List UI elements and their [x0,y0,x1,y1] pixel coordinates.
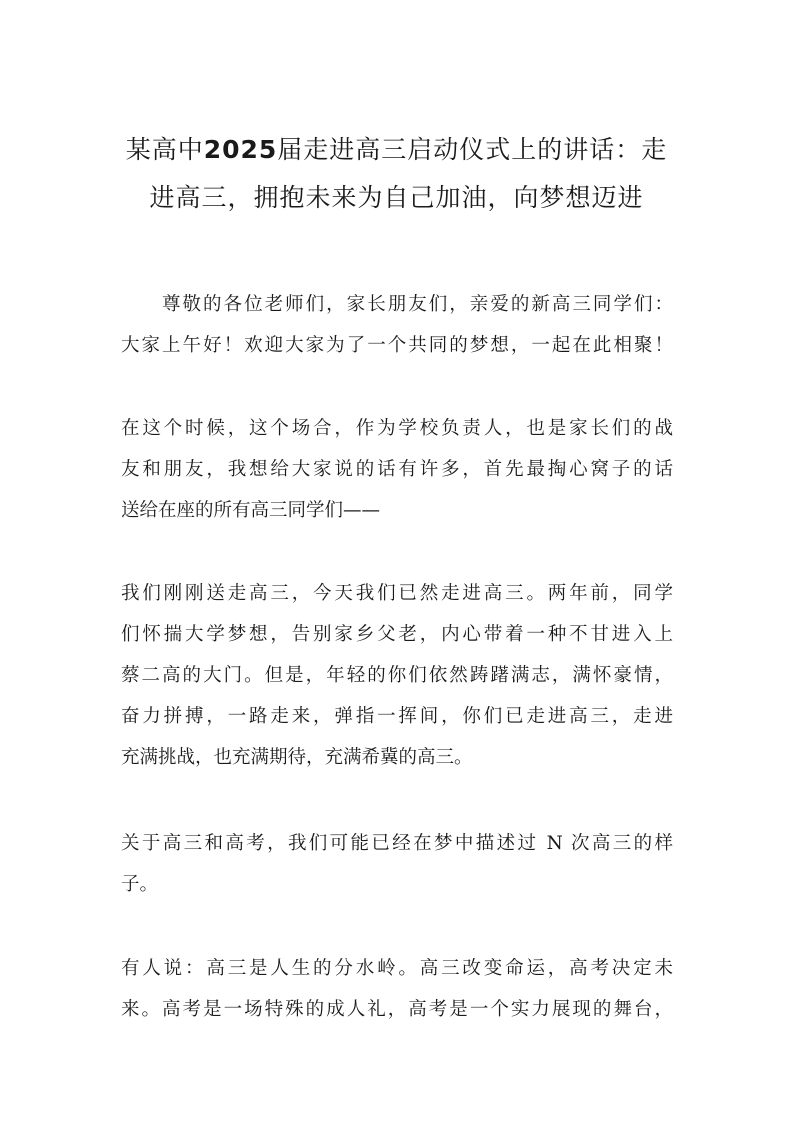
paragraph-5-line-2: 来。高考是一场特殊的成人礼，高考是一个实力展现的舞台， [121,999,673,1020]
paragraph-1-line-1: 尊敬的各位老师们，家长朋友们，亲爱的新高三同学们： [162,294,673,315]
paragraph-2-line-2: 友和朋友，我想给大家说的话有许多，首先最掏心窝子的话 [121,459,673,480]
paragraph-2-line-1: 在这个时候，这个场合，作为学校负责人，也是家长们的战 [121,418,673,439]
title-year: 2025 [203,135,278,164]
title-suffix: 届走进高三启动仪式上的讲话：走 [277,135,668,164]
document-title [110,126,683,222]
paragraph-4-line-1: 关于高三和高考，我们可能已经在梦中描述过 N 次高三的样 [121,833,673,854]
paragraph-4-line-2: 子。 [121,874,159,895]
title-prefix: 某高中 [125,135,204,164]
paragraph-3-line-2: 们怀揣大学梦想，告别家乡父老，内心带着一种不甘进入上 [121,624,673,645]
paragraph-3-line-3: 蔡二高的大门。但是，年轻的你们依然踌躇满志，满怀豪情， [121,665,673,686]
title-line-1 [110,126,683,174]
paragraph-1-line-2: 大家上午好！欢迎大家为了一个共同的梦想，一起在此相聚！ [121,335,673,356]
paragraph-2-line-3: 送给在座的所有高三同学们—— [121,500,381,521]
paragraph-3-line-1: 我们刚刚送走高三，今天我们已然走进高三。两年前，同学 [121,583,673,604]
paragraph-5-line-1: 有人说：高三是人生的分水岭。高三改变命运，高考决定未 [121,958,673,979]
paragraph-3-line-5: 充满挑战，也充满期待，充满希冀的高三。 [121,747,473,768]
paragraph-3-line-4: 奋力拼搏，一路走来，弹指一挥间，你们已走进高三，走进 [121,706,673,727]
title-line-2: 进高三，拥抱未来为自己加油，向梦想迈进 [149,183,644,212]
